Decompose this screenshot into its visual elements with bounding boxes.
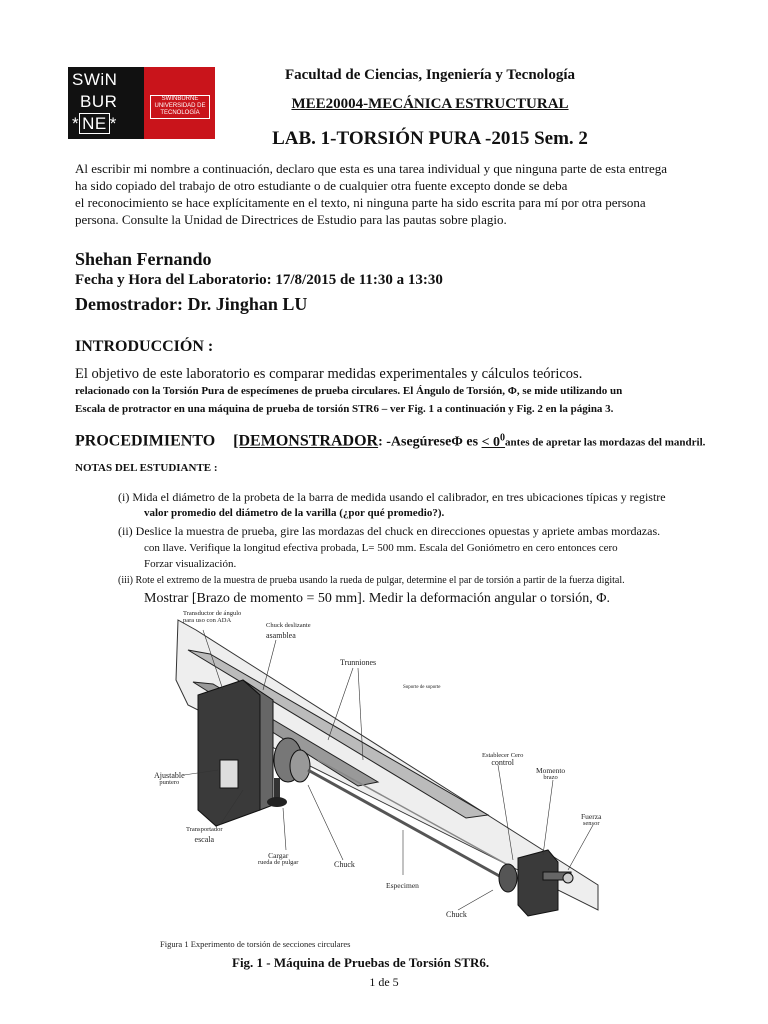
declaration-line-4: persona. Consulte la Unidad de Directrices de Estudio para las pautas sobre plagio.	[75, 212, 507, 227]
label-adjustable-line-2: puntero	[159, 779, 180, 786]
label-force-sensor	[581, 813, 601, 827]
label-transducer-line-1: Transductor de ángulo	[183, 610, 242, 617]
label-set-zero-line-1: Establecer Cero	[482, 752, 524, 759]
label-moment-arm-line-2: brazo	[543, 774, 558, 781]
label-moment-arm	[536, 767, 565, 781]
faculty-title: Facultad de Ciencias, Ingeniería y Tecnología	[284, 67, 575, 83]
declaration-line-2: ha sido copiado del trabajo de otro estudiante o de cualquier otra fuente excepto donde se deba	[75, 178, 568, 193]
step-i-line-2: valor promedio del diámetro de la varilla (¿por qué promedio?).	[144, 507, 445, 519]
degree-superscript: 0	[500, 432, 506, 443]
logo-line-3: * NE *	[72, 114, 117, 133]
label-force-sensor-line-1: Fuerza	[581, 812, 602, 821]
seal-box	[150, 95, 210, 119]
demonstrator-note-label: [DEMONSTRADOR	[233, 432, 379, 450]
lab-title: LAB. 1-TORSIÓN PURA -2015 Sem. 2	[272, 128, 588, 149]
intro-line-2: relacionado con la Torsión Pura de especímenes de prueba circulares. El Ángulo de Torsión, Φ, se mide utilizando un	[75, 385, 623, 397]
label-chuck-slide	[266, 622, 311, 639]
declaration	[75, 160, 685, 228]
step-ii-line-3: Forzar visualización.	[144, 558, 237, 570]
logo-line-3-box: NE	[79, 113, 110, 134]
label-support: Soporte de soporte	[403, 685, 441, 690]
label-trunnions: Trunniones	[340, 658, 377, 667]
declaration-line-1: Al escribir mi nombre a continuación, declaro que esta es una tarea individual y que ninguna parte de esta entrega	[75, 161, 667, 176]
intro-line-1: El objetivo de este laboratorio es comparar medidas experimentales y cálculos teóricos.	[75, 366, 583, 382]
figure-inner-caption: Figura 1 Experimento de torsión de secciones circulares	[160, 939, 351, 949]
label-protractor-line-2: escala	[194, 835, 215, 844]
figure-caption: Fig. 1 - Máquina de Pruebas de Torsión STR6.	[232, 955, 490, 970]
label-set-zero	[482, 752, 523, 766]
university-seal	[144, 67, 215, 139]
label-protractor-line-1: Transportador	[186, 826, 223, 833]
seal-line-3: TECNOLOGÍA	[160, 110, 200, 116]
demonstrator-note-text: : -AsegúreseΦ es	[378, 434, 482, 450]
lab-date: Fecha y Hora del Laboratorio: 17/8/2015 de 11:30 a 13:30	[75, 272, 443, 288]
step-i-line-1: (i) Mida el diámetro de la probeta de la barra de medida usando el calibrador, en tres ubicaciones típicas y registre	[118, 490, 666, 504]
logo-line-2: BUR	[80, 92, 118, 111]
label-chuck-slide-line-2: asamblea	[266, 631, 296, 640]
label-specimen: Especimen	[386, 881, 419, 890]
label-load-wheel-line-2: rueda de pulgar	[258, 859, 299, 866]
label-transducer-line-2: para uso con ADA	[183, 617, 232, 624]
label-set-zero-line-2: control	[491, 758, 514, 767]
torsion-machine-figure	[148, 610, 603, 949]
label-adjustable-line-1: Ajustable	[154, 771, 185, 780]
label-chuck-2: Chuck	[446, 910, 467, 919]
university-logo	[68, 67, 144, 139]
course-title: MEE20004-MECÁNICA ESTRUCTURAL	[291, 96, 569, 112]
angle-inequality	[481, 432, 506, 450]
intro-heading: INTRODUCCIÓN :	[75, 338, 214, 355]
step-ii-line-2: con llave. Verifique la longitud efectiva probada, L= 500 mm. Escala del Goniómetro en cero entonces cero	[144, 542, 618, 554]
seal-line-2: UNIVERSIDAD DE	[154, 103, 206, 109]
student-notes-heading: NOTAS DEL ESTUDIANTE :	[75, 462, 218, 474]
label-protractor	[186, 826, 223, 843]
page-number: 1 de 5	[369, 975, 399, 989]
demonstrator-note-tail: antes de apretar las mordazas del mandril.	[505, 436, 706, 449]
step-ii-line-1: (ii) Deslice la muestra de prueba, gire las mordazas del chuck en direcciones opuestas y apriete ambas mordazas.	[118, 524, 661, 538]
demonstrator: Demostrador: Dr. Jinghan LU	[75, 294, 308, 314]
label-chuck-1: Chuck	[334, 860, 355, 869]
label-load-wheel-line-1: Cargar	[268, 851, 289, 860]
procedure-heading: PROCEDIMIENTO	[75, 432, 216, 450]
label-force-sensor-line-2: sensor	[582, 820, 600, 827]
label-adjustable	[154, 772, 185, 786]
student-name: Shehan Fernando	[75, 249, 212, 269]
angle-inequality-text: < 0	[481, 434, 501, 450]
seal-line-1: SWINBURNE	[161, 96, 199, 102]
logo-line-1: SWiN	[72, 70, 118, 89]
label-load-wheel	[258, 852, 298, 866]
intro-line-3: Escala de protractor en una máquina de prueba de torsión STR6 – ver Fig. 1 a continuación y Fig. 2 en la página 3.	[75, 403, 614, 415]
step-iii-line-1: (iii) Rote el extremo de la muestra de prueba usando la rueda de pulgar, determine el par de torsión a partir de la fuerza digital.	[118, 575, 625, 586]
declaration-line-3: el reconocimiento se hace explícitamente en el texto, ni ninguna parte ha sido escrita para mí por otra persona	[75, 195, 646, 210]
label-transducer	[183, 610, 241, 624]
step-iii-line-2: Mostrar [Brazo de momento = 50 mm]. Medir la deformación angular o torsión, Φ.	[144, 591, 611, 606]
label-chuck-slide-line-1: Chuck deslizante	[266, 622, 311, 629]
label-moment-arm-line-1: Momento	[536, 766, 566, 775]
procedure-line	[75, 432, 705, 451]
